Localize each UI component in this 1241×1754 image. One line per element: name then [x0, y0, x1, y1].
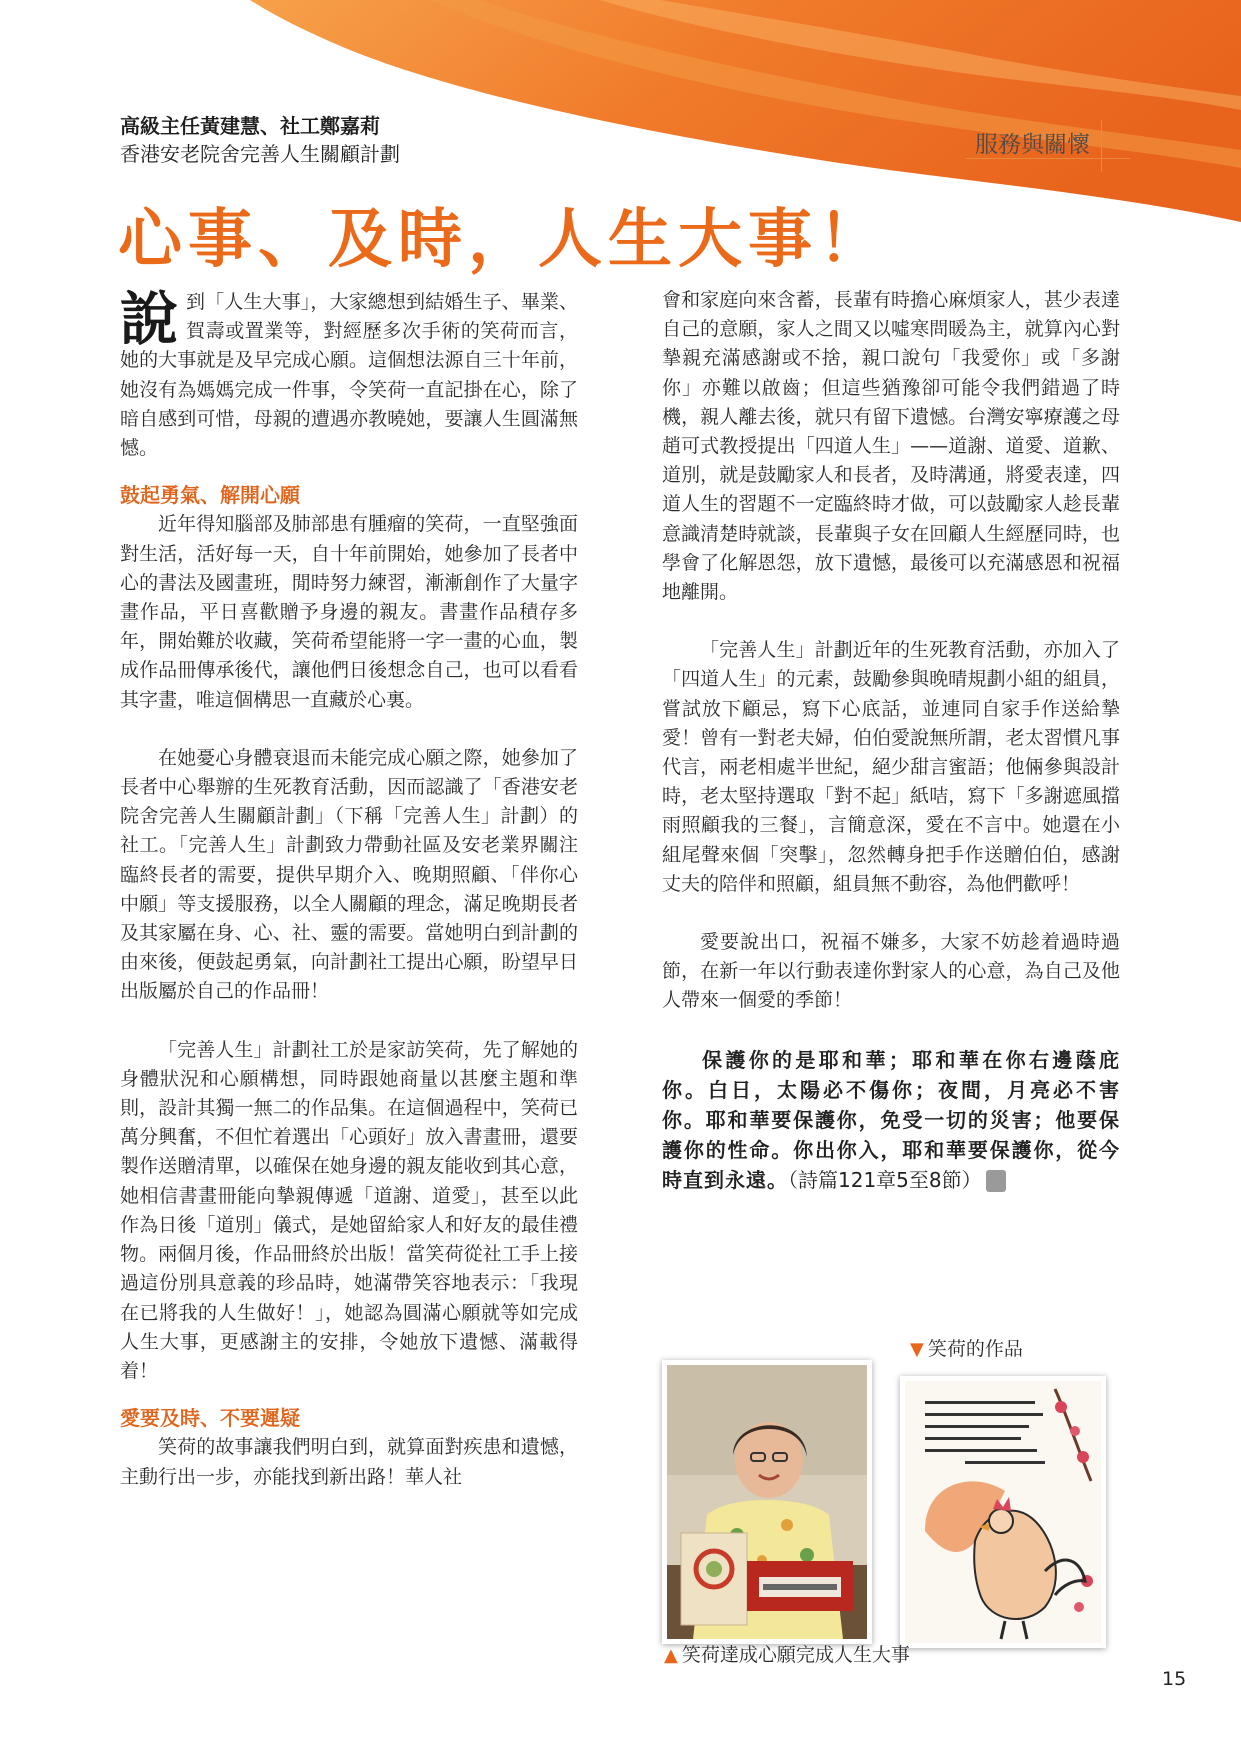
paragraph-story: 笑荷的故事讓我們明白到，就算面對疾患和遺憾，主動行出一步，亦能找到新出路！華人社: [120, 1436, 578, 1488]
rooster-painting-illustration: [905, 1381, 1101, 1643]
paragraph-home-visit: 「完善人生」計劃社工於是家訪笑荷，先了解她的身體狀況和心願構想，同時跟她商量以甚麼主題和準則，設計其獨一無二的作品集。在這個過程中，笑荷已萬分興奮，不但忙着選出「心頭好」放入書畫冊，還要製作送贈清單，以確保在她身邊的親友能收到其心意，她相信書畫冊能向摯親傳遞「道謝、道愛」，甚至以此作為日後「道別」儀式，是她留給家人和好友的最佳禮物。兩個月後，作品冊終於出版！當笑荷從社工手上接過這份別具意義的珍品時，她滿帶笑容地表示：「我現在已將我的人生做好！」，她認為圓滿心願就等如完成人生大事，更感謝主的安排，令她放下遺憾、滿載得着！: [120, 1038, 578, 1382]
drop-cap: 說: [120, 285, 179, 353]
subheading-love-in-time: 愛要及時、不要遲疑: [120, 1406, 300, 1431]
photo-caption: [664, 1640, 910, 1667]
scripture-icon: S: [986, 1170, 1006, 1192]
section-label: 服務與關懷: [975, 132, 1090, 158]
subheading-courage: 鼓起勇氣、解開心願: [120, 483, 300, 508]
paragraph-closing: 愛要說出口，祝福不嫌多，大家不妨趁着過時過節，在新一年以行動表達你對家人的心意，為自己及他人帶來一個愛的季節！: [662, 931, 1120, 1012]
woman-photo-illustration: [667, 1365, 867, 1639]
triangle-down-icon: ▼: [910, 1339, 924, 1360]
author-names: 高級主任黃建慧、社工鄭嘉莉: [120, 114, 380, 138]
page-number: 15: [1162, 1668, 1187, 1690]
paragraph-four-ways: 「完善人生」計劃近年的生死教育活動，亦加入了「四道人生」的元素，鼓勵參與晚晴規劃小組的組員，嘗試放下顧忌，寫下心底話，並連同自家手作送給摯愛！曾有一對老夫婦，伯伯愛說無所謂，老太習慣凡事代言，兩老相處半世紀，絕少甜言蜜語；他倆參與設計時，老太堅持選取「對不起」紙咭，寫下「多謝遮風擋雨照顧我的三餐」，言簡意深，愛在不言中。她還在小組尾聲來個「突擊」，忽然轉身把手作送贈伯伯，感謝丈夫的陪伴和照顧，組員無不動容，為他們歡呼！: [662, 639, 1120, 895]
section-divider-vertical: [1101, 120, 1102, 172]
author-org: 香港安老院舍完善人生關顧計劃: [120, 142, 400, 166]
photo-woman-with-artbook: [662, 1360, 872, 1644]
intro-text: 到「人生大事」，大家總想到結婚生子、畢業、賀壽或置業等，對經歷多次手術的笑荷而言，她的大事就是及早完成心願。這個想法源自三十年前，她沒有為媽媽完成一件事，令笑荷一直記掛在心，除了暗自感到可惜，母親的遭遇亦教曉她，要讓人生圓滿無憾。: [120, 291, 578, 460]
paragraph-program: 在她憂心身體衰退而未能完成心願之際，她參加了長者中心舉辦的生死教育活動，因而認識了「香港安老院舍完善人生關顧計劃」（下稱「完善人生」計劃）的社工。「完善人生」計劃致力帶動社區及安老業界關注臨終長者的需要，提供早期介入、晚期照顧、「伴你心中願」等支援服務，以全人關顧的理念，滿足晚期長者及其家屬在身、心、社、靈的需要。當她明白到計劃的由來後，便鼓起勇氣，向計劃社工提出心願，盼望早日出版屬於自己的作品冊！: [120, 746, 578, 1003]
intro-paragraph: [120, 285, 578, 463]
bible-verse: [662, 1045, 1120, 1195]
verse-reference: （詩篇121章5至8節）: [788, 1167, 982, 1192]
photo-caption-text: 笑荷達成心願完成人生大事: [681, 1644, 910, 1666]
section-tag: [966, 120, 1130, 176]
page-title: 心事、及時，人生大事！: [118, 202, 888, 277]
section-divider-horizontal: [966, 158, 1130, 159]
author-block: [120, 112, 400, 168]
paragraph-culture: 會和家庭向來含蓄，長輩有時擔心麻煩家人，甚少表達自己的意願，家人之間又以噓寒問暖為主，就算內心對摯親充滿感謝或不捨，親口說句「我愛你」或「多謝你」亦難以啟齒；但這些猶豫卻可能令我們錯過了時機，親人離去後，就只有留下遺憾。台灣安寧療護之母趙可式教授提出「四道人生」——道謝、道愛、道歉、道別，就是鼓勵家人和長者，及時溝通，將愛表達，四道人生的習題不一定臨終時才做，可以鼓勵家人趁長輩意識清楚時就談，長輩與子女在回顧人生經歷同時，也學會了化解恩怨，放下遺憾，最後可以充滿感恩和祝福地離開。: [662, 289, 1120, 604]
paragraph-tumor: 近年得知腦部及肺部患有腫瘤的笑荷，一直堅強面對生活，活好每一天，自十年前開始，她參加了長者中心的書法及國畫班，閒時努力練習，漸漸創作了大量字畫作品，平日喜歡贈予身邊的親友。書畫作品積存多年，開始難於收藏，笑荷希望能將一字一畫的心血，製成作品冊傳承後代，讓他們日後想念自己，也可以看看其字畫，唯這個構思一直藏於心裏。: [120, 513, 578, 711]
artwork-calligraphy-rooster: [900, 1376, 1106, 1648]
artwork-caption: [910, 1334, 1023, 1361]
right-column: [662, 286, 1120, 1195]
verse-text: 保護你的是耶和華；耶和華在你右邊蔭庇你。白日，太陽必不傷你；夜間，月亮必不害你。耶和華要保護你，免受一切的災害；他要保護你的性命。你出你入，耶和華要保護你，從今時直到永遠。: [662, 1047, 1120, 1192]
left-column: [120, 285, 578, 1492]
artwork-caption-text: 笑荷的作品: [927, 1338, 1023, 1360]
triangle-up-icon: ▲: [664, 1645, 678, 1666]
